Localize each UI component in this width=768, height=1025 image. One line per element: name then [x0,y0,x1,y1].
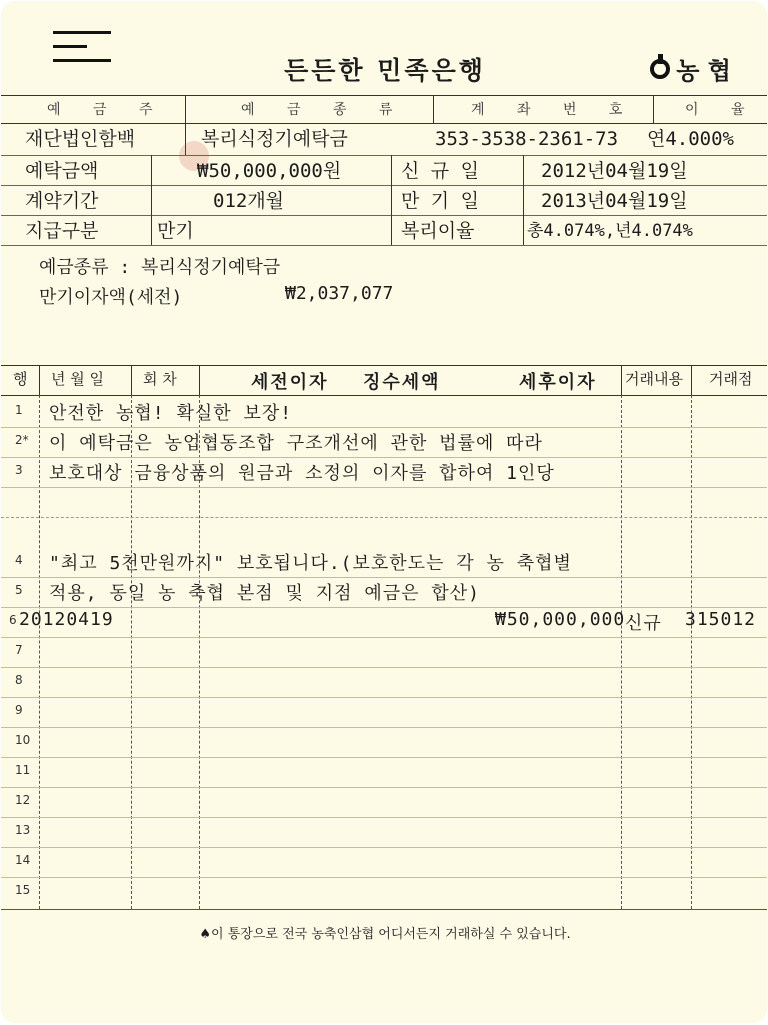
col-divider [621,365,622,395]
col-divider [39,365,40,395]
amount-label: 예탁금액 [25,160,99,182]
header-depositor: 예 금 주 [47,102,167,118]
col-tax: 징수세액 [363,372,441,393]
footer-notice: ♠이 통장으로 전국 농축인삼협 어디서든지 거래하실 수 있습니다. [199,927,571,942]
col-divider [151,155,152,245]
row-line [1,427,767,428]
compound-label: 복리이율 [401,220,475,242]
col-divider [653,95,654,123]
row-number-divider [39,395,40,909]
col-pretax: 세전이자 [251,372,329,393]
row-number: 12 [15,793,31,807]
maturity-value: 2013년04월19일 [541,190,688,212]
notice-line: 이 예탁금은 농업협동조합 구조개선에 관한 법률에 따라 [49,433,543,454]
row-line [1,457,767,458]
row-number: 15 [15,883,31,897]
notice-line: 안전한 농협! 확실한 보장! [49,403,293,424]
row-line [1,787,767,788]
row-divider [1,185,767,186]
branch-divider [691,395,692,909]
notice-line: "최고 5천만원까지" 보호됩니다.(보호한도는 각 농 축협별 [49,553,572,574]
col-divider [199,365,200,395]
col-divider [391,155,392,245]
summary-interest-label: 만기이자액(세전) [39,287,183,308]
row-divider [1,215,767,216]
col-divider [131,365,132,395]
period-value: 012개월 [213,190,285,212]
row-line [1,637,767,638]
transaction-header-border [1,395,767,396]
depositor-name: 재단법인함백 [25,128,136,150]
col-branch: 거래점 [709,370,753,388]
row-number: 5 [15,583,23,597]
row-line [1,697,767,698]
row-number: 1 [15,403,23,417]
row-line [1,817,767,818]
bank-slogan: 든든한 민족은행 [284,56,486,85]
header-account-number: 계 좌 번 호 [471,102,637,118]
header-rate: 이 율 [685,102,759,118]
nonghyup-emblem-icon [650,59,670,79]
header-deposit-type: 예 금 종 류 [241,102,407,118]
row-number: 10 [15,733,31,747]
col-divider [523,155,524,245]
content-divider [621,395,622,909]
row-number: 8 [15,673,23,687]
header-divider [1,123,767,124]
row-number: 7 [15,643,23,657]
transaction-date: 20120419 [19,609,114,630]
row-line [1,727,767,728]
transaction-amount: ₩50,000,000 [495,609,626,630]
passbook-page [1,1,767,1023]
deposit-type: 복리식정기예탁금 [201,128,348,150]
payment-label: 지급구분 [25,220,99,242]
row-number: 14 [15,853,31,867]
notice-line: 적용, 동일 농 축협 본점 및 지점 예금은 합산) [49,583,480,604]
col-count: 회 차 [143,370,177,388]
row-line [1,757,767,758]
col-content: 거래내용 [625,370,683,388]
row-line [1,487,767,488]
row-divider [1,155,767,156]
page-fold-line [1,517,767,518]
row-line [1,847,767,848]
nonghyup-logo [650,51,731,86]
compound-value: 총4.074%,년4.074% [527,221,693,241]
summary-deposit-type: 예금종류 : 복리식정기예탁금 [39,257,281,278]
transaction-branch: 315012 [685,609,757,630]
row-number: 3 [15,463,23,477]
transaction-top-border [1,365,767,366]
brand-name: 농 협 [676,57,731,85]
maturity-label: 만 기 일 [401,190,479,212]
row-number: 11 [15,763,31,777]
transaction-content: 신규 [625,613,662,634]
amount-value: ₩50,000,000원 [197,160,342,182]
row-number: 2* [15,433,29,447]
notice-line: 보호대상 금융상품의 원금과 소정의 이자를 합하여 1인당 [49,463,555,484]
row-line [1,667,767,668]
period-label: 계약기간 [25,190,99,212]
row-number: 9 [15,703,23,717]
transaction-bottom-border [1,909,767,910]
row-number: 13 [15,823,31,837]
col-aftertax: 세후이자 [519,372,597,393]
col-divider [691,365,692,395]
account-number: 353-3538-2361-73 [435,128,619,150]
row-line [1,877,767,878]
row-line [1,607,767,608]
row-divider [1,245,767,246]
row-number: 6 [9,613,17,627]
new-date-label: 신 규 일 [401,160,479,182]
summary-interest-value: ₩2,037,077 [285,283,394,304]
payment-value: 만기 [157,220,194,242]
row-number: 4 [15,553,23,567]
new-date-value: 2012년04월19일 [541,160,688,182]
col-date: 년 월 일 [51,370,105,388]
row-line [1,577,767,578]
col-divider [433,95,434,123]
col-row: 행 [13,370,28,388]
interest-rate: 연4.000% [647,128,734,150]
